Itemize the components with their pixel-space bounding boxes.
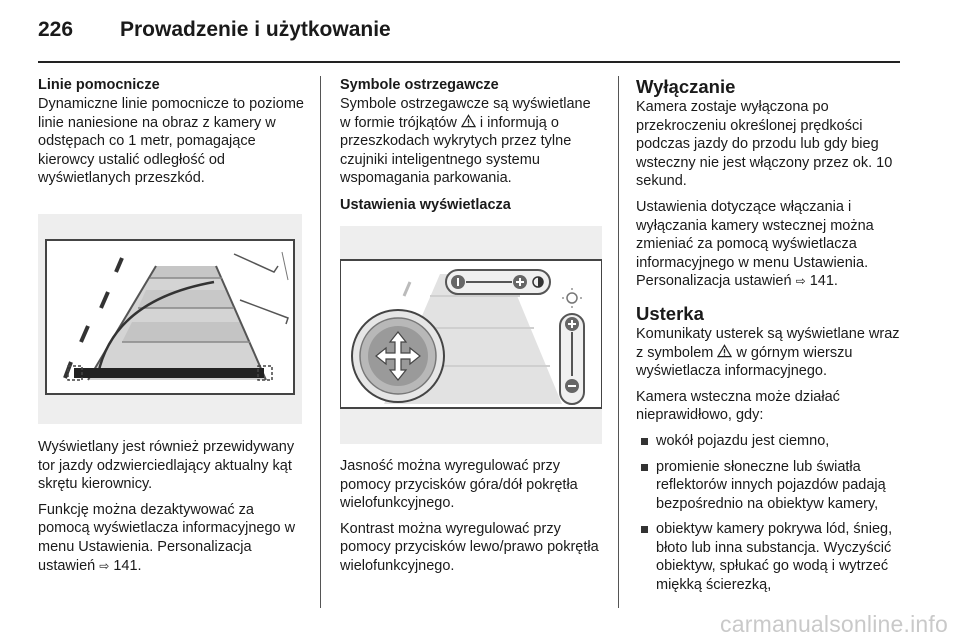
page-ref-icon: ⇨ (795, 274, 806, 289)
contrast-paragraph: Kontrast można wyregulować przy pomocy przycisków lewo/prawo pokrętła wielofunkcyjnego. (340, 520, 599, 574)
fault-paragraph: Komunikaty usterek są wyświetlane wraz z symbolem w górnym wierszu wyświetlacza informacyjnego. (636, 325, 900, 380)
guideline-paragraph: Dynamiczne linie pomocnicze to poziome linie naniesione na obraz z kamery w odstępach co 1 metr, pomagające kierowcy ustalić odległość od wyświetlanych przeszkód. (38, 96, 304, 187)
warning-triangle-icon (717, 344, 732, 358)
column-divider-2 (618, 76, 619, 608)
column-2-lower (340, 457, 604, 583)
column-1 (38, 76, 306, 195)
page-ref: 141. (113, 557, 142, 574)
column-1-lower (38, 438, 306, 582)
display-settings-illustration (340, 226, 602, 444)
column-2 (340, 76, 604, 215)
page-title: Prowadzenie i użytkowanie (120, 18, 391, 41)
warning-triangle-icon (461, 114, 476, 128)
guideline-heading: Linie pomocnicze (38, 77, 160, 93)
deactivate-paragraph: Funkcję można dezaktywować za pomocą wyświetlacza informacyjnego w menu Ustawienia. Personalizacja ustawień ⇨ 141. (38, 501, 296, 574)
column-3 (636, 76, 904, 602)
column-divider-1 (320, 76, 321, 608)
header-rule (38, 61, 900, 63)
watermark: carmanualsonline.info (720, 611, 948, 637)
switch-off-heading: Wyłączanie (636, 76, 736, 97)
settings-paragraph: Ustawienia dotyczące włączania i wyłączania kamery wstecznej można zmieniać za pomocą wyświetlacza informacyjnego w menu Ustawienia. Personalizacja ustawień ⇨ 141. (636, 198, 874, 290)
page-header (38, 14, 900, 56)
warning-symbols-paragraph: Symbole ostrzegawcze są wyświetlane w formie trójkątów i informują o przeszkodach wykrytych przez tylne czujniki inteligentnego systemu wspomagania parkowania. (340, 96, 591, 187)
predicted-path-paragraph: Wyświetlany jest również przewidywany tor jazdy odzwierciedlający aktualny kąt skrętu kierownicy. (38, 439, 295, 493)
page-ref: 141. (809, 273, 838, 290)
page-ref-icon: ⇨ (99, 558, 110, 573)
brightness-paragraph: Jasność można wyregulować przy pomocy przycisków góra/dół pokrętła wielofunkcyjnego. (340, 458, 578, 512)
warning-symbols-heading: Symbole ostrzegawcze (340, 77, 499, 93)
switch-off-paragraph: Kamera zostaje wyłączona po przekroczeniu określonej prędkości podczas jazdy do przodu lub gdy bieg wsteczny nie jest włączony przez ok. 10 sekund. (636, 99, 893, 190)
display-settings-heading: Ustawienia wyświetlacza (340, 196, 511, 213)
malfunction-intro: Kamera wsteczna może działać nieprawidłowo, gdy: (636, 388, 840, 424)
list-item: wokół pojazdu jest ciemno, (636, 432, 904, 451)
malfunction-list (636, 432, 904, 595)
list-item: obiektyw kamery pokrywa lód, śnieg, błoto lub inna substancja. Wyczyścić obiektyw, spłukać go wodą i wytrzeć miękką ścierezką, (636, 520, 904, 594)
fault-heading: Usterka (636, 302, 704, 324)
list-item: promienie słoneczne lub światła reflektorów innych pojazdów padają bezpośrednio na obiektyw kamery, (636, 458, 904, 514)
page-number: 226 (38, 18, 74, 41)
camera-guidelines-illustration (38, 214, 302, 424)
